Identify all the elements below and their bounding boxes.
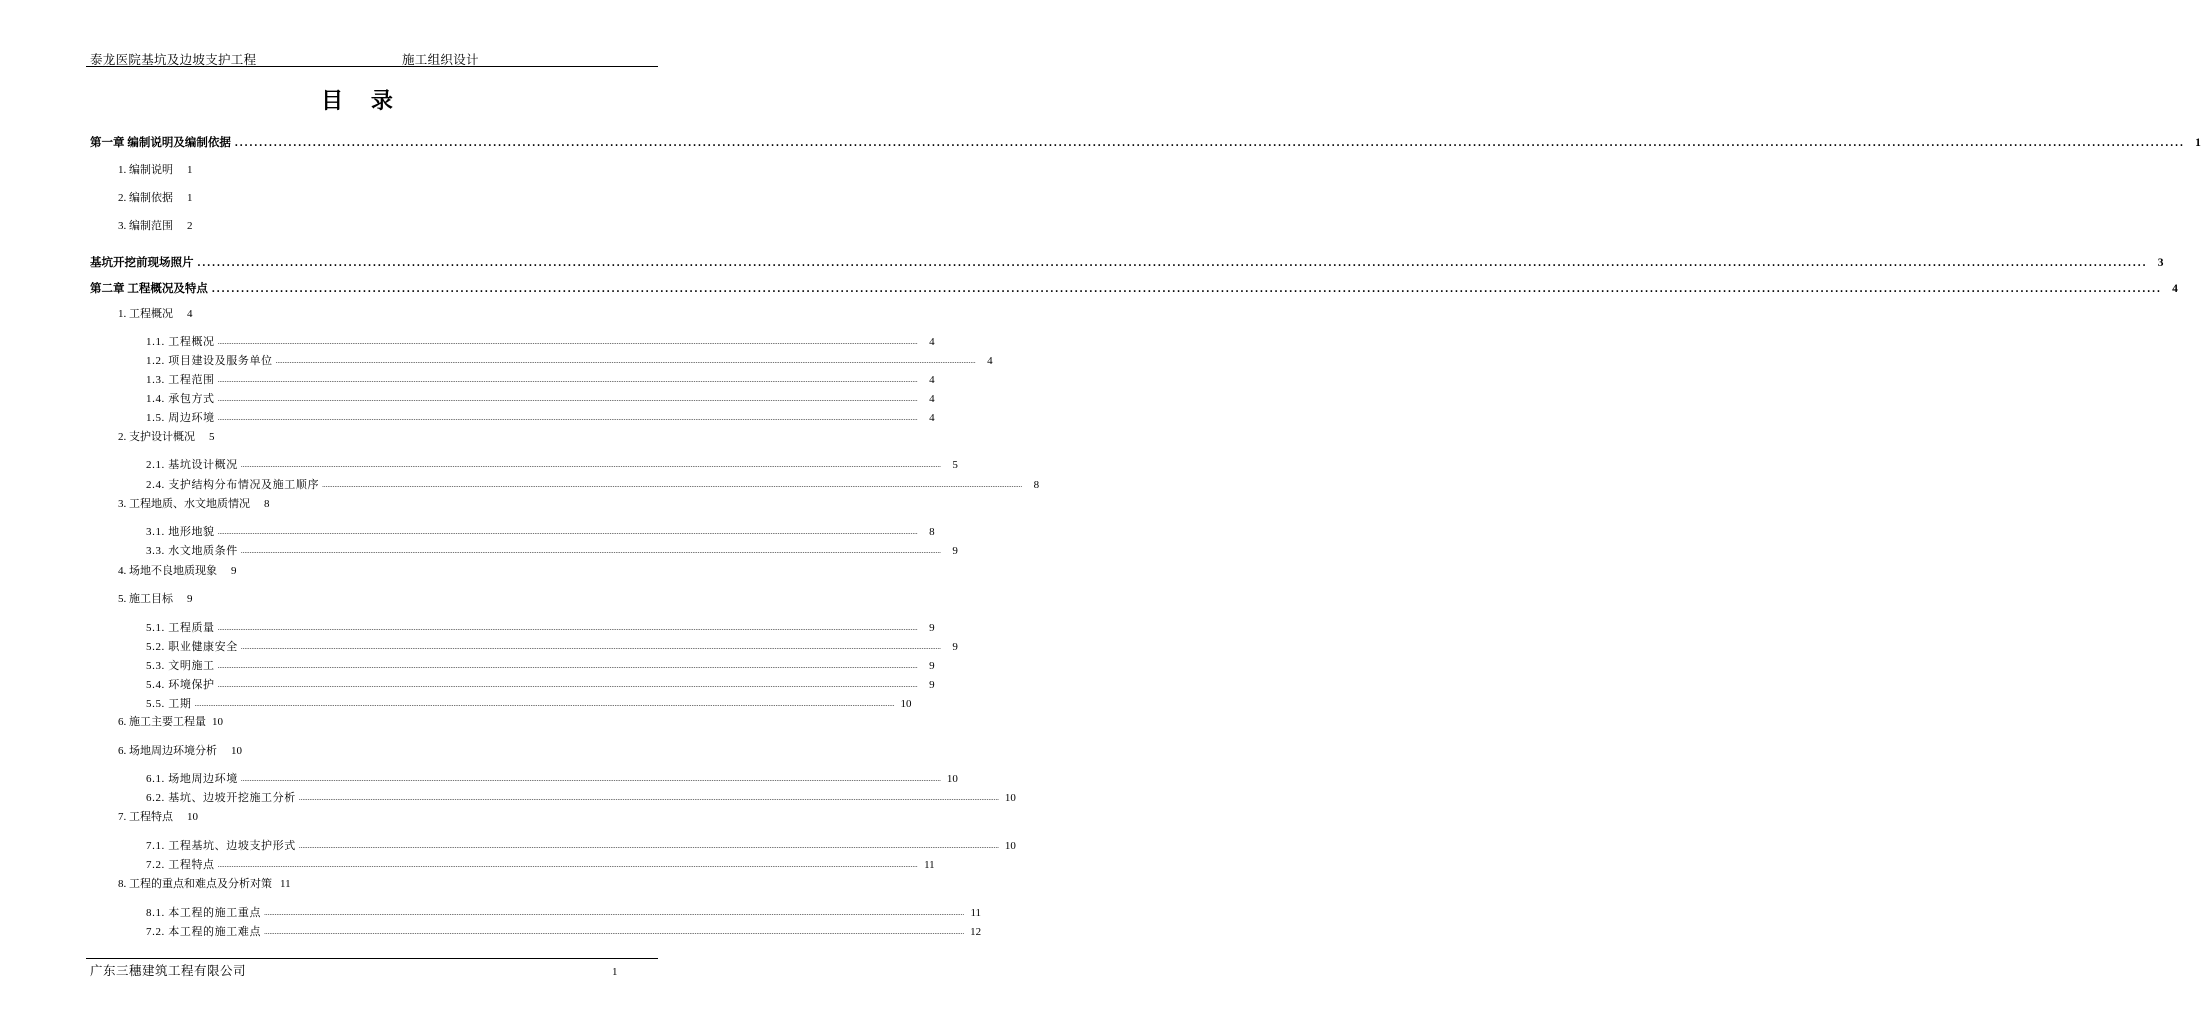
leader-dots: ................................................................................................................................................................................................................................................................................................................................................................................................................: [234, 137, 2185, 149]
toc-entry-5-2[interactable]: [146, 639, 958, 655]
toc-entry-page: 11: [970, 907, 982, 919]
leader-dots: ................................................................................................................................................................................................................................................................................................................................................................................................................: [217, 624, 918, 632]
toc-entry-page: 1: [187, 164, 193, 176]
toc-entry-1[interactable]: [118, 306, 193, 322]
toc-entry-page: 10: [187, 811, 198, 823]
header-doc: 施工组织设计: [402, 53, 479, 67]
toc-entry-title: 7. 工程特点: [118, 811, 173, 823]
footer-rule: [86, 958, 658, 959]
toc-entry-title: 5.5. 工期: [146, 698, 192, 710]
leader-dots: ................................................................................................................................................................................................................................................................................................................................................................................................................: [217, 528, 918, 536]
toc-entry-8[interactable]: [118, 876, 291, 892]
toc-entry-title: 6.1. 场地周边环境: [146, 773, 238, 785]
toc-entry-title: 3. 编制范围: [118, 220, 173, 232]
toc-entry-page: 12: [970, 926, 982, 938]
toc-entry-page: 9: [187, 593, 193, 605]
toc-entry-title: 1.2. 项目建设及服务单位: [146, 355, 273, 367]
toc-entry-title: 1.1. 工程概况: [146, 336, 215, 348]
toc-entry-page: 8: [929, 526, 935, 538]
toc-entry-7[interactable]: [118, 809, 198, 825]
toc-entry-7-2[interactable]: [146, 857, 935, 873]
leader-dots: ................................................................................................................................................................................................................................................................................................................................................................................................................: [217, 681, 918, 689]
toc-entry-title: 1.5. 周边环境: [146, 412, 215, 424]
toc-entry-title: 3.1. 地形地貌: [146, 526, 215, 538]
toc-entry-page: 10: [1004, 840, 1016, 852]
toc-entry-title: 7.2. 工程特点: [146, 859, 215, 871]
toc-entry-page: 10: [1004, 792, 1016, 804]
toc-entry-title: 6. 施工主要工程量: [118, 716, 206, 728]
toc-entry-4[interactable]: [118, 563, 237, 579]
toc-entry-page: 9: [929, 679, 935, 691]
leader-dots: ................................................................................................................................................................................................................................................................................................................................................................................................................: [240, 461, 941, 469]
toc-entry-page: 10: [231, 745, 242, 757]
toc-entry-1-2[interactable]: [146, 353, 993, 369]
toc-entry-2[interactable]: [118, 429, 215, 445]
toc-entry-1-5[interactable]: [146, 410, 935, 426]
toc-entry-1[interactable]: [118, 162, 193, 178]
toc-entry-title: 5.4. 环境保护: [146, 679, 215, 691]
toc-entry-6-1[interactable]: [146, 771, 958, 787]
toc-entry-page: 10: [946, 773, 958, 785]
toc-entry-page: 5: [209, 431, 215, 443]
toc-entry-title: 1. 编制说明: [118, 164, 173, 176]
toc-entry-title: 第一章 编制说明及编制依据: [90, 137, 231, 149]
toc-entry-title: 3.3. 水文地质条件: [146, 545, 238, 557]
toc-entry-3-3[interactable]: [146, 543, 958, 559]
toc-entry-1-1[interactable]: [146, 334, 935, 350]
toc-entry-3[interactable]: [118, 218, 193, 234]
toc-entry-title: 5. 施工目标: [118, 593, 173, 605]
toc-entry-title: 8.1. 本工程的施工重点: [146, 907, 262, 919]
header-project: 泰龙医院基坑及边坡支护工程: [90, 53, 257, 67]
toc-entry-1-4[interactable]: [146, 391, 935, 407]
toc-entry-title: 2. 支护设计概况: [118, 431, 195, 443]
toc-entry-8-1[interactable]: [146, 905, 982, 921]
toc-entry-page: 1: [2195, 137, 2201, 149]
toc-entry-title: 5.1. 工程质量: [146, 622, 215, 634]
toc-entry-page: 4: [929, 374, 935, 386]
toc-entry-7-1[interactable]: [146, 838, 1016, 854]
header-rule: [86, 66, 658, 67]
toc-entry-title: 基坑开挖前现场照片: [90, 257, 194, 269]
leader-dots: ................................................................................................................................................................................................................................................................................................................................................................................................................: [240, 547, 941, 555]
toc-entry-5-5[interactable]: [146, 696, 912, 712]
leader-dots: ................................................................................................................................................................................................................................................................................................................................................................................................................: [194, 700, 895, 708]
toc-entry-2[interactable]: [118, 190, 193, 206]
toc-entry-title: 1.4. 承包方式: [146, 393, 215, 405]
leader-dots: ................................................................................................................................................................................................................................................................................................................................................................................................................: [217, 338, 918, 346]
toc-entry-3[interactable]: [118, 496, 270, 512]
leader-dots: ................................................................................................................................................................................................................................................................................................................................................................................................................: [240, 775, 941, 783]
toc-entry-title: 5.3. 文明施工: [146, 660, 215, 672]
toc-entry-page: 8: [1033, 479, 1040, 491]
toc-entry-page: 5: [952, 459, 958, 471]
toc-entry-page: 1: [187, 192, 193, 204]
toc-entry-title: 4. 场地不良地质现象: [118, 565, 217, 577]
toc-entry-title: 6. 场地周边环境分析: [118, 745, 217, 757]
toc-entry-1-3[interactable]: [146, 372, 935, 388]
toc-entry-title: 1. 工程概况: [118, 308, 173, 320]
leader-dots: ................................................................................................................................................................................................................................................................................................................................................................................................................: [217, 376, 918, 384]
leader-dots: ................................................................................................................................................................................................................................................................................................................................................................................................................: [298, 842, 999, 850]
toc-entry-title: 2.1. 基坑设计概况: [146, 459, 238, 471]
toc-entry-2-1[interactable]: [146, 457, 958, 473]
toc-entry-5-4[interactable]: [146, 677, 935, 693]
leader-dots: ................................................................................................................................................................................................................................................................................................................................................................................................................: [217, 662, 918, 670]
toc-entry-6[interactable]: [118, 714, 223, 730]
toc-entry-page: 9: [929, 622, 935, 634]
leader-dots: ................................................................................................................................................................................................................................................................................................................................................................................................................: [197, 257, 2148, 269]
toc-entry-5-3[interactable]: [146, 658, 935, 674]
toc-entry-page: 11: [924, 859, 935, 871]
toc-entry-title: 2.4. 支护结构分布情况及施工顺序: [146, 479, 320, 491]
leader-dots: ................................................................................................................................................................................................................................................................................................................................................................................................................: [217, 395, 918, 403]
toc-entry-page: 3: [2157, 257, 2164, 269]
toc-entry-site-photos[interactable]: [90, 255, 2164, 271]
toc-entry-5-1[interactable]: [146, 620, 935, 636]
toc-entry-6-2[interactable]: [146, 790, 1016, 806]
toc-entry-3-1[interactable]: [146, 524, 935, 540]
toc-entry-title: 3. 工程地质、水文地质情况: [118, 498, 250, 510]
toc-entry-page: 8: [264, 498, 270, 510]
toc-entry-page: 4: [929, 393, 935, 405]
leader-dots: ................................................................................................................................................................................................................................................................................................................................................................................................................: [264, 909, 965, 917]
toc-entry-title: 8. 工程的重点和难点及分析对策: [118, 878, 272, 890]
toc-entry-title: 第二章 工程概况及特点: [90, 283, 208, 295]
toc-entry-5[interactable]: [118, 591, 193, 607]
toc-entry-title: 6.2. 基坑、边坡开挖施工分析: [146, 792, 296, 804]
toc-entry-page: 9: [952, 545, 958, 557]
leader-dots: ................................................................................................................................................................................................................................................................................................................................................................................................................: [298, 794, 999, 802]
leader-dots: ................................................................................................................................................................................................................................................................................................................................................................................................................: [322, 481, 1023, 489]
toc-entry-8-2[interactable]: [146, 924, 982, 940]
toc-entry-page: 4: [987, 355, 993, 367]
toc-entry-title: 7.2. 本工程的施工难点: [146, 926, 262, 938]
toc-entry-page: 11: [280, 878, 291, 890]
toc-entry-page: 9: [231, 565, 237, 577]
toc-entry-page: 4: [929, 412, 935, 424]
toc-entry-chapter-2[interactable]: [90, 281, 2178, 297]
toc-entry-chapter-1[interactable]: [90, 135, 2201, 151]
toc-entry-page: 9: [929, 660, 935, 672]
leader-dots: ................................................................................................................................................................................................................................................................................................................................................................................................................: [275, 357, 976, 365]
leader-dots: ................................................................................................................................................................................................................................................................................................................................................................................................................: [264, 928, 965, 936]
toc-entry-title: 5.2. 职业健康安全: [146, 641, 238, 653]
toc-entry-title: 2. 编制依据: [118, 192, 173, 204]
footer-company: 广东三穗建筑工程有限公司: [90, 964, 247, 978]
toc-entry-title: 7.1. 工程基坑、边坡支护形式: [146, 840, 296, 852]
page-title: 目 录: [321, 89, 403, 114]
leader-dots: ................................................................................................................................................................................................................................................................................................................................................................................................................: [217, 861, 918, 869]
toc-entry-2-4[interactable]: [146, 477, 1040, 493]
toc-entry-page: 9: [952, 641, 958, 653]
toc-entry-page: 10: [212, 716, 223, 728]
toc-entry-6b[interactable]: [118, 743, 242, 759]
toc-entry-page: 4: [187, 308, 193, 320]
footer-page-number: 1: [612, 966, 618, 978]
toc-entry-page: 4: [929, 336, 935, 348]
leader-dots: ................................................................................................................................................................................................................................................................................................................................................................................................................: [217, 414, 918, 422]
toc-entry-page: 10: [900, 698, 912, 710]
leader-dots: ................................................................................................................................................................................................................................................................................................................................................................................................................: [240, 643, 941, 651]
toc-entry-page: 4: [2172, 283, 2178, 295]
leader-dots: ................................................................................................................................................................................................................................................................................................................................................................................................................: [211, 283, 2162, 295]
toc-entry-title: 1.3. 工程范围: [146, 374, 215, 386]
toc-entry-page: 2: [187, 220, 193, 232]
